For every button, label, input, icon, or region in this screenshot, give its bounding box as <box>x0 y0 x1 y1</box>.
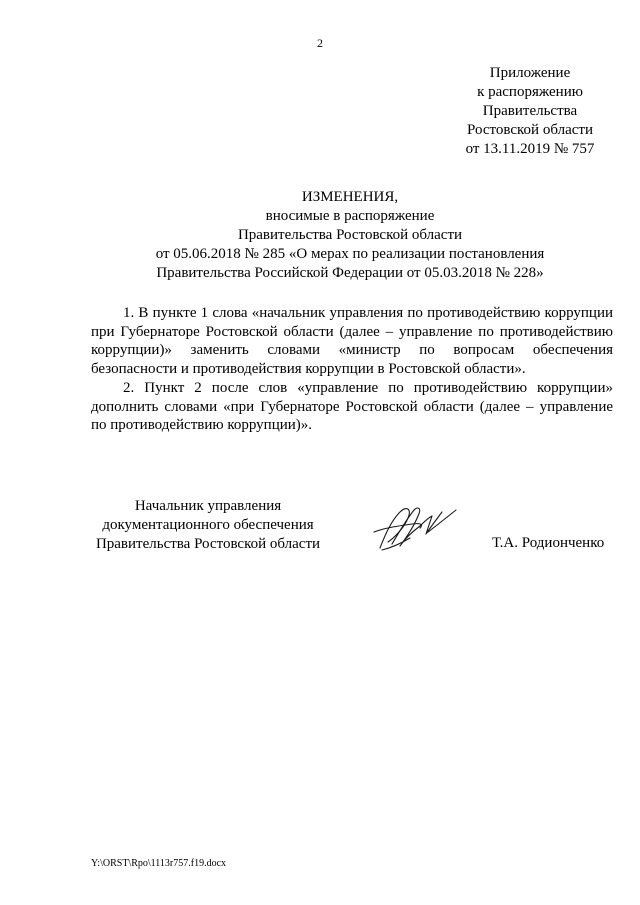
title-line: Правительства Ростовской области <box>237 227 463 243</box>
appendix-line: к распоряжению <box>477 84 583 100</box>
appendix-line: от 13.11.2019 № 757 <box>465 141 595 157</box>
signer-position-line: Начальник управления <box>134 498 282 514</box>
title-heading: ИЗМЕНЕНИЯ, <box>301 189 399 205</box>
title-line: вносимые в распоряжение <box>265 208 435 224</box>
signer-position-line: Правительства Ростовской области <box>95 536 321 552</box>
document-body <box>91 304 613 435</box>
appendix-line: Правительства <box>482 103 578 119</box>
title-line: от 05.06.2018 № 285 «О мерах по реализации постановления <box>155 246 545 262</box>
appendix-line: Приложение <box>489 65 571 81</box>
file-path: Y:\ORST\Rpo\1113r757.f19.docx <box>91 858 227 869</box>
appendix-block <box>420 64 640 159</box>
appendix-line: Ростовской области <box>467 122 593 138</box>
signer-position <box>80 497 336 554</box>
body-paragraph-2: 2. Пункт 2 после слов «управление по противодействию коррупции» дополнить словами «при Губернаторе Ростовской области (далее – управление по противодействию коррупции)». <box>91 379 613 434</box>
signer-name: Т.А. Родионченко <box>492 535 605 551</box>
page-number: 2 <box>317 36 323 50</box>
signer-position-line: документационного обеспечения <box>102 517 314 533</box>
title-line: Правительства Российской Федерации от 05.03.2018 № 228» <box>156 265 544 281</box>
body-paragraph-1: 1. В пункте 1 слова «начальник управления по противодействию коррупции при Губернаторе Ростовской области (далее – управление по противодействию коррупции)» заменить словами «министр по вопросам обеспечения безопасности и противодействия коррупции в Ростовской области». <box>91 305 613 378</box>
handwritten-signature <box>370 498 462 560</box>
document-title <box>60 188 640 283</box>
